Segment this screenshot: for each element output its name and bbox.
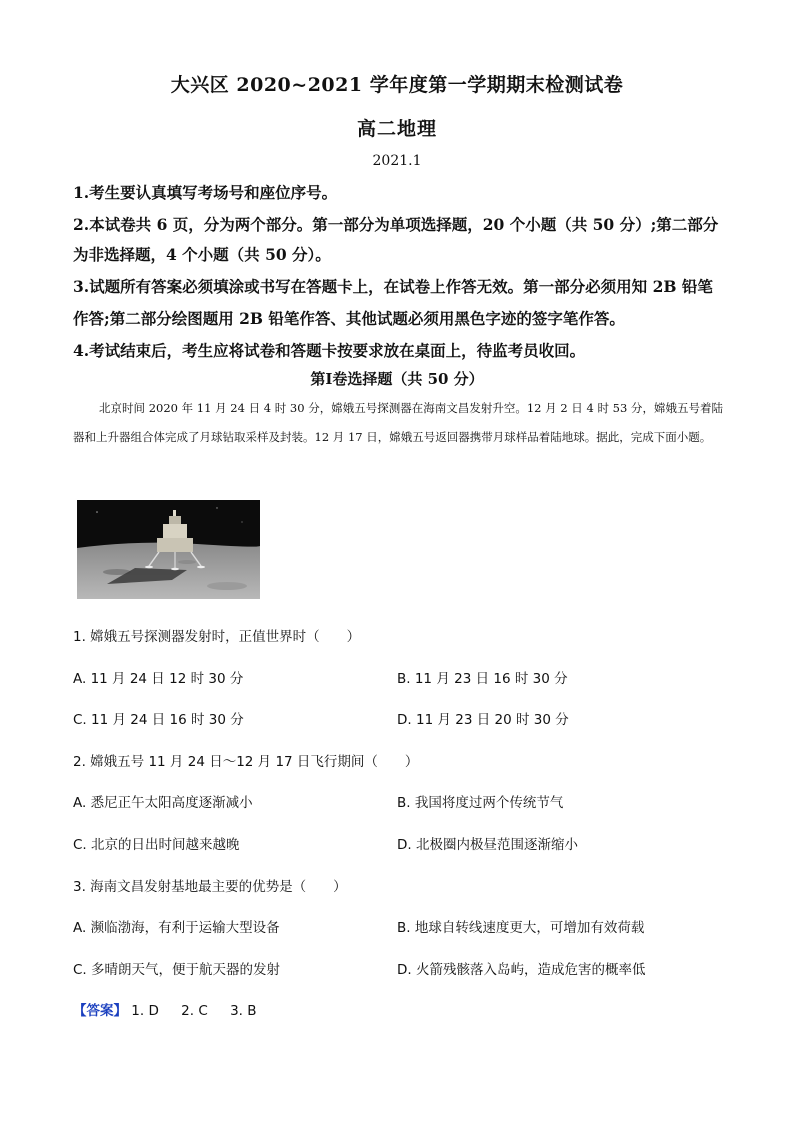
- instruction-line: 1.考生要认真填写考场号和座位序号。: [73, 183, 338, 202]
- exam-date: 2021.1: [372, 153, 422, 169]
- instruction-line: 2.本试卷共 6 页，分为两个部分。第一部分为单项选择题，20 个小题（共 50 分）;第二部分: [73, 215, 719, 234]
- instruction-line: 3.试题所有答案必须填涂或书写在答题卡上，在试卷上作答无效。第一部分必须用知 2B 铅笔: [73, 277, 713, 296]
- option-a: A. 濒临渤海，有利于运输大型设备: [73, 920, 280, 936]
- option-a: A. 悉尼正午太阳高度逐渐减小: [73, 795, 253, 811]
- answer-line: [73, 999, 257, 1019]
- answer-item: 1. D: [131, 1003, 159, 1019]
- instruction-line: 作答;第二部分绘图题用 2B 铅笔作答、其他试题必须用黑色字迹的签字笔作答。: [73, 309, 625, 328]
- option-b: B. 我国将度过两个传统节气: [397, 795, 564, 811]
- answer-label: 【答案】: [73, 1003, 127, 1019]
- question-stem: 3. 海南文昌发射基地最主要的优势是（ ）: [73, 879, 347, 895]
- exam-title: 大兴区 2020~2021 学年度第一学期期末检测试卷: [170, 74, 624, 96]
- option-b: B. 11 月 23 日 16 时 30 分: [397, 671, 568, 687]
- instruction-line: 4.考试结束后，考生应将试卷和答题卡按要求放在桌面上，待监考员收回。: [73, 341, 586, 360]
- material-text: 北京时间 2020 年 11 月 24 日 4 时 30 分，嫦娥五号探测器在海南文昌发射升空。12 月 2 日 4 时 53 分，嫦娥五号着陆器和上升器组合体完成了月球钻取采样及封装。12 月 17 日，嫦娥五号返回器携带月球样品着陆地球。据此，完成下面小题。: [73, 401, 723, 444]
- option-d: D. 11 月 23 日 20 时 30 分: [397, 712, 569, 728]
- option-b: B. 地球自转线速度更大，可增加有效荷载: [397, 920, 645, 936]
- option-d: D. 火箭残骸落入岛屿，造成危害的概率低: [397, 962, 646, 978]
- answer-item: 2. C: [181, 1003, 208, 1019]
- question-stem: 1. 嫦娥五号探测器发射时，正值世界时（ ）: [73, 629, 361, 645]
- option-a: A. 11 月 24 日 12 时 30 分: [73, 671, 244, 687]
- lunar-lander-photo: [77, 500, 260, 599]
- option-c: C. 多晴朗天气，便于航天器的发射: [73, 962, 281, 978]
- option-c: C. 北京的日出时间越来越晚: [73, 837, 240, 853]
- question-stem: 2. 嫦娥五号 11 月 24 日～12 月 17 日飞行期间（ ）: [73, 754, 419, 770]
- exam-subject: 高二地理: [356, 118, 437, 140]
- option-d: D. 北极圈内极昼范围逐渐缩小: [397, 837, 578, 853]
- section-title: 第Ⅰ卷选择题（共 50 分）: [310, 370, 484, 388]
- answer-item: 3. B: [230, 1003, 257, 1019]
- option-c: C. 11 月 24 日 16 时 30 分: [73, 712, 244, 728]
- instruction-line: 为非选择题，4 个小题（共 50 分）。: [73, 245, 331, 264]
- reading-material: [73, 394, 723, 452]
